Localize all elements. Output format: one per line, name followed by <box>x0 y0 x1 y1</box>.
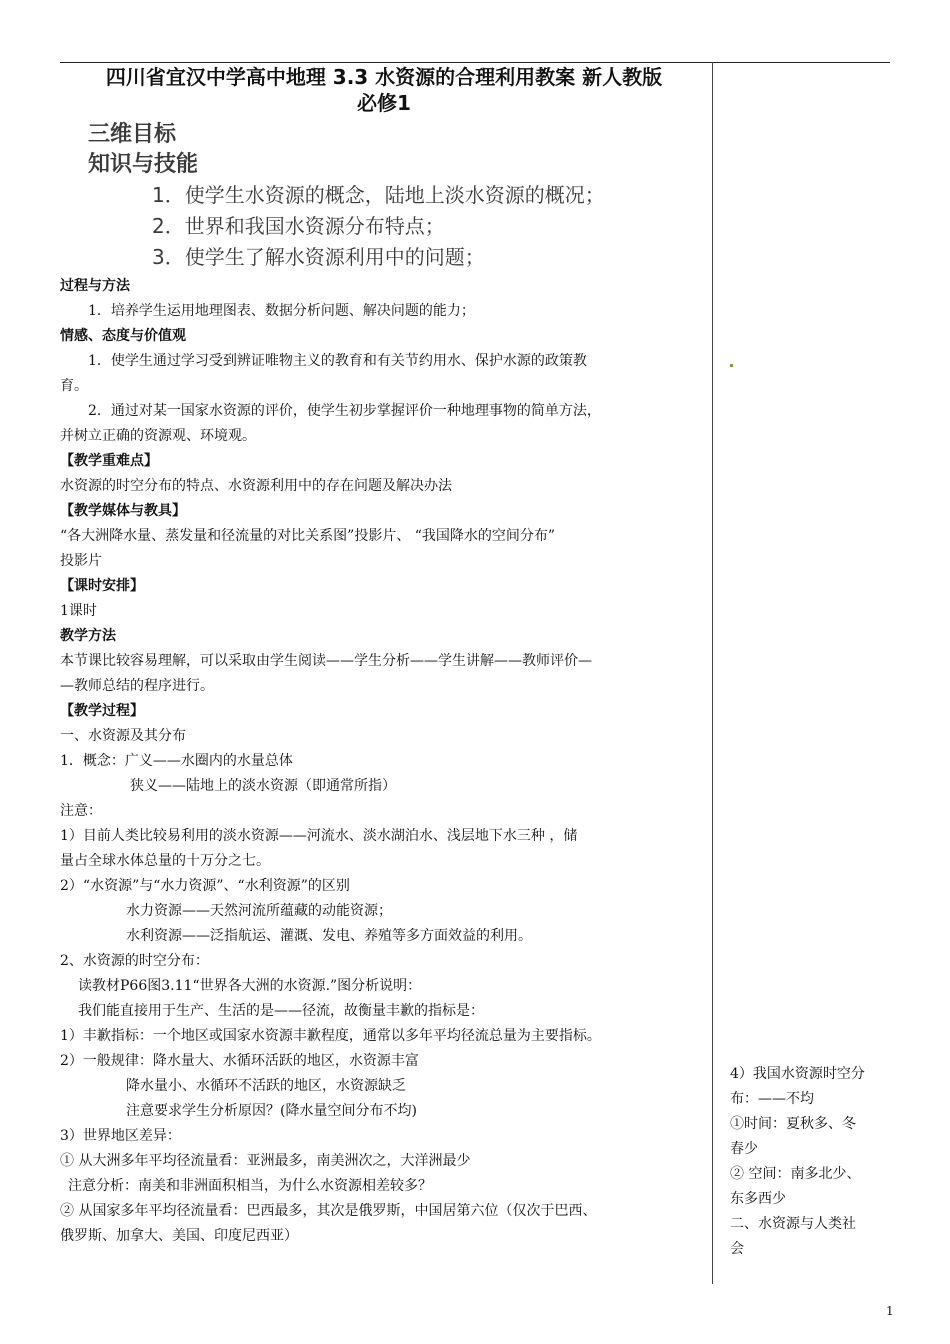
text-line: 注意要求学生分析原因？(降水量空间分布不均) <box>126 1103 417 1119</box>
text-line: 狭义——陆地上的淡水资源（即通常所指） <box>130 778 396 794</box>
text-line: 注意分析：南美和非洲面积相当，为什么水资源相差较多？ <box>68 1178 432 1194</box>
text-line: 1．培养学生运用地理图表、数据分析问题、解决问题的能力； <box>88 303 475 319</box>
text-line: 1课时 <box>60 603 97 619</box>
text-line: ① 从大洲多年平均径流量看：亚洲最多，南美洲次之，大洋洲最少 <box>60 1153 471 1169</box>
section-heading: 过程与方法 <box>60 278 130 294</box>
title-line-2: 必修1 <box>357 91 411 115</box>
text-line: 我们能直接用于生产、生活的是——径流，故衡量丰歉的指标是： <box>78 1003 484 1019</box>
text-line: 1）目前人类比较易利用的淡水资源——河流水、淡水湖泊水、浅层地下水三种 ，储 <box>60 828 578 844</box>
objective-item: 3．使学生了解水资源利用中的问题； <box>152 245 485 269</box>
text-line: 1）丰歉指标：一个地区或国家水资源丰歉程度，通常以多年平均径流总量为主要指标。 <box>60 1028 601 1044</box>
margin-divider <box>712 62 713 1284</box>
text-line: 一、水资源及其分布 <box>60 728 186 744</box>
side-note-line: 春少 <box>730 1141 758 1157</box>
section-heading: 情感、态度与价值观 <box>60 328 186 344</box>
text-line: 2）“水资源”与“水力资源”、“水利资源”的区别 <box>60 878 350 894</box>
main-column <box>60 64 708 1249</box>
section-heading: 【课时安排】 <box>60 578 144 594</box>
side-note-line: 二、水资源与人类社 <box>730 1216 856 1232</box>
text-line: 投影片 <box>60 553 102 569</box>
section-heading: 【教学媒体与教具】 <box>60 503 186 519</box>
title-line-1: 四川省宜汉中学高中地理 3.3 水资源的合理利用教案 新人教版 <box>105 65 663 89</box>
scan-speck <box>730 364 733 367</box>
text-line: —教师总结的程序进行。 <box>60 678 214 694</box>
side-note-line: ①时间：夏秋多、冬 <box>730 1116 856 1132</box>
section-heading: 【教学过程】 <box>60 703 144 719</box>
text-line: 量占全球水体总量的十万分之七。 <box>60 853 270 869</box>
document-title <box>60 64 708 116</box>
text-line: 水资源的时空分布的特点、水资源利用中的存在问题及解决办法 <box>60 478 452 494</box>
side-note-line: ② 空间：南多北少、 <box>730 1166 861 1182</box>
text-line: 育。 <box>60 378 88 394</box>
text-line: 并树立正确的资源观、环境观。 <box>60 428 256 444</box>
objectives-subheading: 知识与技能 <box>88 152 199 177</box>
side-note-line: 4）我国水资源时空分 <box>730 1066 865 1082</box>
section-heading: 教学方法 <box>60 628 116 644</box>
text-line: 水力资源——天然河流所蕴藏的动能资源； <box>126 903 392 919</box>
side-note-line: 东多西少 <box>730 1191 786 1207</box>
text-line: 降水量小、水循环不活跃的地区，水资源缺乏 <box>126 1078 406 1094</box>
objective-item: 2．世界和我国水资源分布特点； <box>152 214 445 238</box>
lesson-body <box>60 274 708 1249</box>
side-notes <box>730 1062 895 1262</box>
text-line: 1．使学生通过学习受到辨证唯物主义的教育和有关节约用水、保护水源的政策教 <box>88 353 587 369</box>
section-heading: 【教学重难点】 <box>60 453 158 469</box>
top-rule <box>60 62 890 63</box>
text-line: 俄罗斯、加拿大、美国、印度尼西亚） <box>60 1228 298 1244</box>
text-line: “各大洲降水量、蒸发量和径流量的对比关系图”投影片、 “我国降水的空间分布” <box>60 528 556 544</box>
text-line: ② 从国家多年平均径流量看：巴西最多，其次是俄罗斯，中国居第六位（仅次于巴西、 <box>60 1203 597 1219</box>
text-line: 水利资源——泛指航运、灌溉、发电、养殖等多方面效益的利用。 <box>126 928 532 944</box>
side-note-line: 会 <box>730 1241 744 1257</box>
text-line: 读教材P66图3.11“世界各大洲的水资源.”图分析说明： <box>78 978 422 994</box>
objectives-heading: 三维目标 <box>88 122 177 147</box>
text-line: 2、水资源的时空分布： <box>60 953 209 969</box>
text-line: 2）一般规律：降水量大、水循环活跃的地区，水资源丰富 <box>60 1053 419 1069</box>
text-line: 本节课比较容易理解，可以采取由学生阅读——学生分析——学生讲解——教师评价— <box>60 653 592 669</box>
objectives-image <box>88 120 668 270</box>
objective-item: 1．使学生水资源的概念，陆地上淡水资源的概况； <box>152 183 605 207</box>
text-line: 1．概念：广义——水圈内的水量总体 <box>60 753 293 769</box>
side-note-line: 布：——不均 <box>730 1091 814 1107</box>
text-line: 3）世界地区差异： <box>60 1128 181 1144</box>
text-line: 注意： <box>60 803 102 819</box>
text-line: 2．通过对某一国家水资源的评价，使学生初步掌握评价一种地理事物的简单方法， <box>88 403 601 419</box>
page-number: 1 <box>886 1304 894 1318</box>
